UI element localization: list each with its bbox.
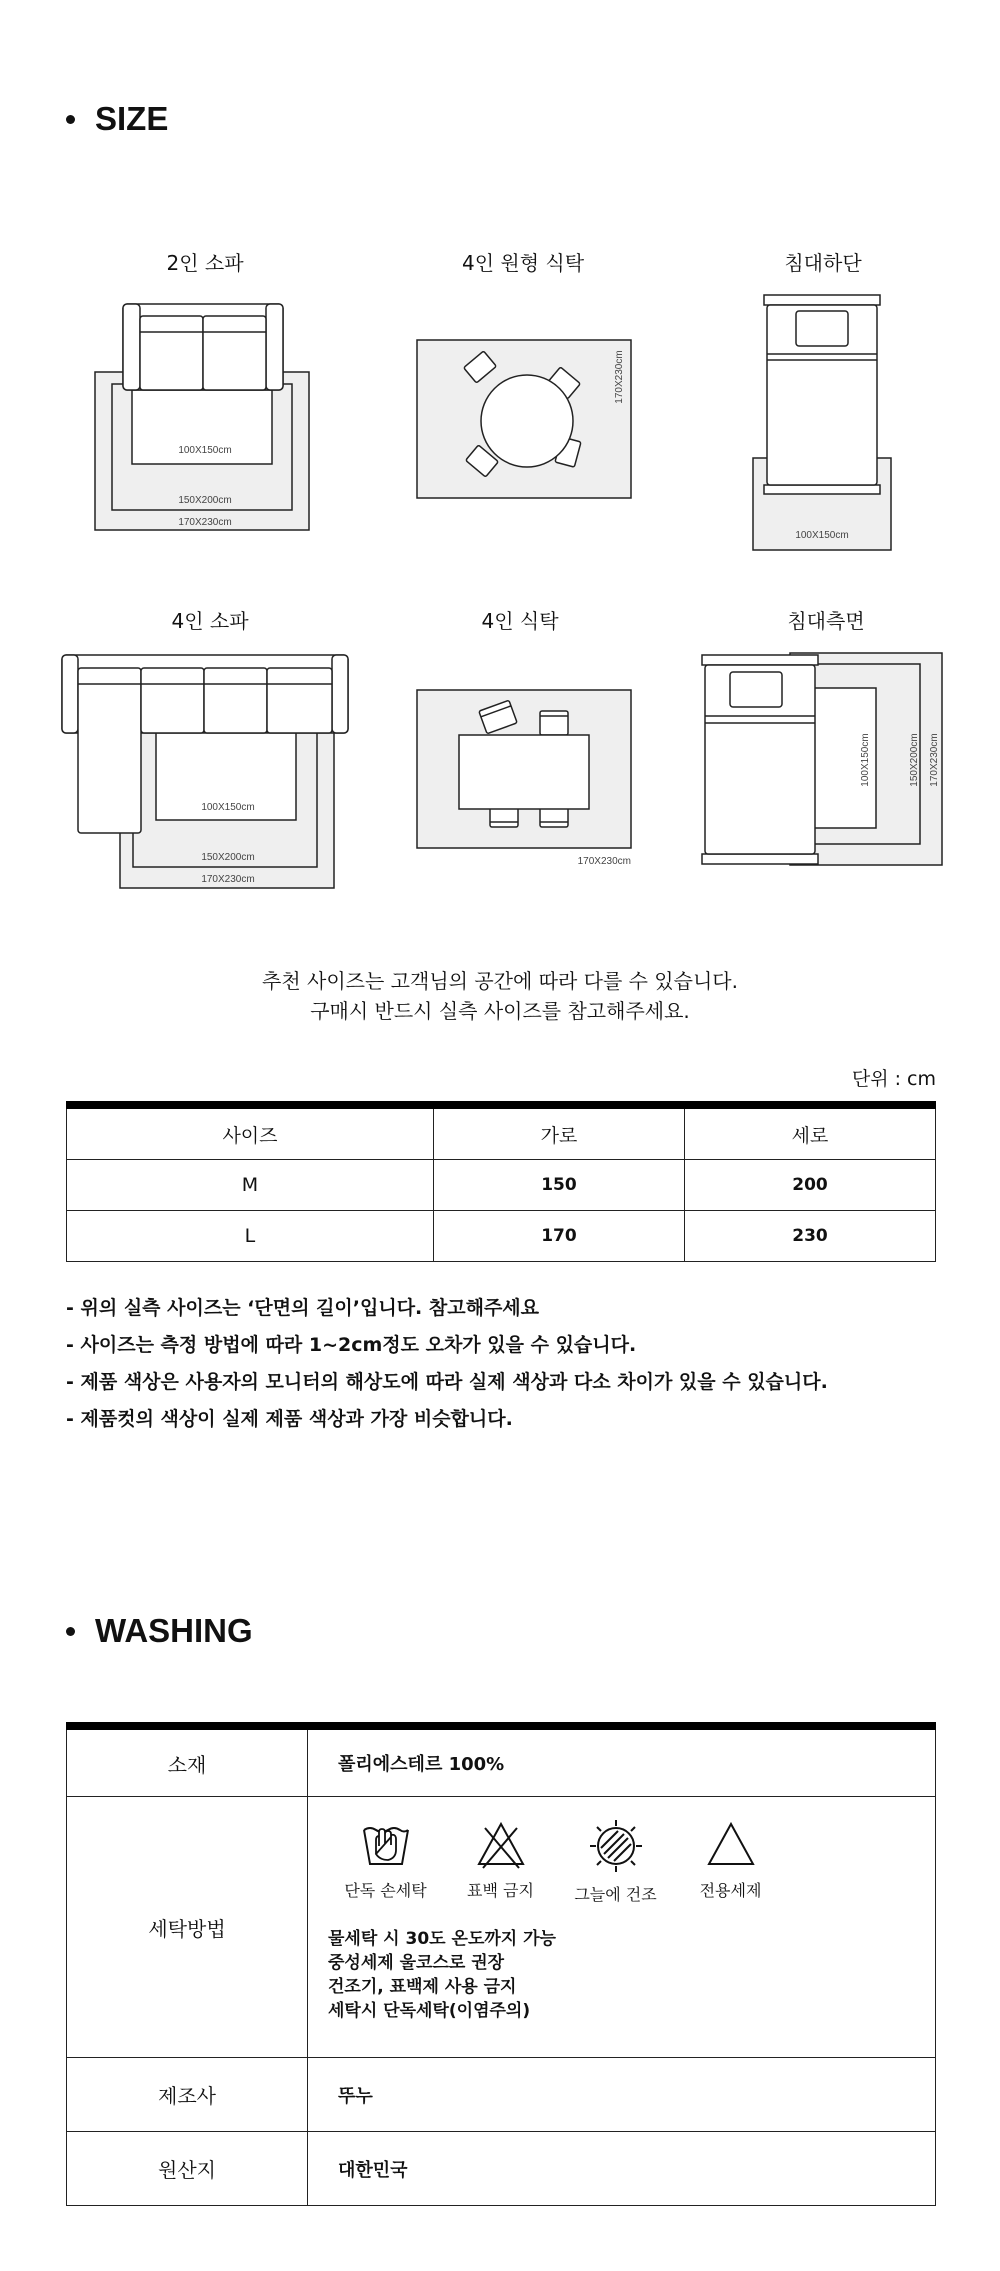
table-row (67, 2058, 936, 2132)
table-cell: L (67, 1211, 434, 1262)
table-cell: 150 (433, 1160, 684, 1211)
note-item: - 사이즈는 측정 방법에 따라 1~2cm정도 오차가 있을 수 있습니다. (66, 1334, 637, 1356)
care-icon-item (673, 1818, 788, 1905)
table-row (67, 1211, 936, 1262)
size-label: 170X230cm (929, 733, 940, 787)
care-icon-item (443, 1818, 558, 1905)
size-section-title: SIZE (66, 100, 168, 138)
diagram-round-table (412, 335, 637, 500)
bullet-dot-icon (66, 1627, 75, 1636)
size-label: 100X150cm (795, 530, 849, 541)
recommend-notice: 추천 사이즈는 고객님의 공간에 따라 다를 수 있습니다. 구매시 반드시 실측 사이즈를 참고해주세요. (262, 969, 738, 1023)
size-label: 170X230cm (178, 517, 232, 528)
size-label: 170X230cm (577, 856, 631, 867)
diagram-caption-bed-side: 침대측면 (787, 609, 865, 633)
care-icon-item (558, 1818, 673, 1905)
size-table (66, 1101, 936, 1262)
diagram-2-sofa (90, 300, 320, 540)
table-cell: 170 (433, 1211, 684, 1262)
care-icon-label: 표백 금지 (467, 1881, 534, 1900)
table-row (67, 2132, 936, 2206)
size-label: 150X200cm (909, 733, 920, 787)
washing-note: 물세탁 시 30도 온도까지 가능 (328, 1929, 556, 1949)
origin-value: 대한민국 (308, 2132, 936, 2206)
size-label: 100X150cm (860, 733, 871, 787)
table-header-row (67, 1105, 936, 1160)
washing-note: 중성세제 울코스로 권장 (328, 1953, 505, 1973)
care-icon-label: 전용세제 (699, 1881, 762, 1900)
washing-notes (328, 1927, 934, 2023)
diagram-bed-side (698, 650, 948, 872)
table-row (67, 1726, 936, 1797)
table-cell: 200 (684, 1160, 935, 1211)
size-label: 150X200cm (201, 852, 255, 863)
care-icons (328, 1818, 934, 1905)
care-icon-label: 그늘에 건조 (574, 1885, 657, 1904)
note-item: - 위의 실측 사이즈는 ‘단면의 길이’입니다. 참고해주세요 (66, 1297, 540, 1319)
table-row (67, 1160, 936, 1211)
bullet-dot-icon (66, 115, 75, 124)
table-cell: 230 (684, 1211, 935, 1262)
size-label: 100X150cm (201, 802, 255, 813)
washing-table (66, 1722, 936, 2206)
table-header-cell: 가로 (433, 1105, 684, 1160)
material-value: 폴리에스테르 100% (308, 1726, 936, 1797)
size-label: 100X150cm (178, 445, 232, 456)
origin-label: 원산지 (67, 2132, 308, 2206)
diagram-caption-4-table: 4인 식탁 (481, 609, 559, 633)
unit-label: 단위 : cm (851, 1068, 936, 1090)
method-value (308, 1797, 936, 2058)
diagram-caption-4-sofa: 4인 소파 (171, 609, 249, 633)
diagram-4-table (412, 685, 637, 875)
washing-note: 건조기, 표백제 사용 금지 (328, 1977, 517, 1997)
diagram-caption-bed-bottom: 침대하단 (784, 251, 862, 275)
method-label: 세탁방법 (67, 1797, 308, 2058)
maker-label: 제조사 (67, 2058, 308, 2132)
note-item: - 제품 색상은 사용자의 모니터의 해상도에 따라 실제 색상과 다소 차이가 있을 수 있습니다. (66, 1371, 828, 1393)
table-header-cell: 사이즈 (67, 1105, 434, 1160)
hand-wash-icon (360, 1818, 412, 1870)
diagram-caption-round-table: 4인 원형 식탁 (461, 251, 585, 275)
washing-section-title: WASHING (66, 1612, 253, 1650)
care-icon-item (328, 1818, 443, 1905)
care-icon-label: 단독 손세탁 (344, 1881, 427, 1900)
no-bleach-icon (475, 1818, 527, 1870)
table-row (67, 1797, 936, 2058)
size-label: 170X230cm (201, 874, 255, 885)
table-header-cell: 세로 (684, 1105, 935, 1160)
detergent-triangle-icon (705, 1818, 757, 1870)
diagram-bed-bottom (748, 290, 898, 555)
size-label: 150X200cm (178, 495, 232, 506)
washing-note: 세탁시 단독세탁(이염주의) (328, 2001, 531, 2021)
table-cell: M (67, 1160, 434, 1211)
diagram-caption-2-sofa: 2인 소파 (166, 251, 244, 275)
shade-dry-icon (588, 1818, 644, 1874)
size-notes (66, 1290, 828, 1438)
material-label: 소재 (67, 1726, 308, 1797)
size-label: 170X230cm (614, 350, 625, 404)
diagram-4-sofa (58, 650, 353, 890)
note-item: - 제품컷의 색상이 실제 제품 색상과 가장 비슷합니다. (66, 1408, 513, 1430)
maker-value: 뚜누 (308, 2058, 936, 2132)
